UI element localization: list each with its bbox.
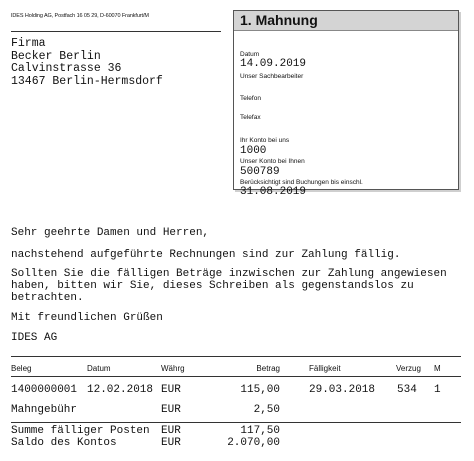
header-m: M [434,364,441,373]
letter-paragraph-2-line: betrachten. [11,292,84,304]
summe-label: Summe fälliger Posten [11,425,150,437]
recipient-line: Becker Berlin [11,49,101,63]
reminder-info-box [233,10,459,198]
header-beleg: Beleg [11,364,32,373]
table-sum-rule [11,422,461,423]
account-with-you-value: 500789 [240,166,280,178]
row-waehrung: EUR [161,384,181,396]
salutation: Sehr geehrte Damen und Herren, [11,227,210,239]
recipient-line: Calvinstrasse 36 [11,62,122,75]
letter-paragraph-2-line: haben, bitten wir Sie, dieses Schreiben als gegenstandslos zu [11,280,414,292]
recipient-line: 13467 Berlin-Hermsdorf [11,74,163,88]
postings-until-label: Berücksichtigt sind Buchungen bis einschl. [240,179,363,186]
header-betrag: Betrag [256,364,280,373]
row-verzug: 534 [397,384,417,396]
summe-waehrung: EUR [161,425,181,437]
company-signature: IDES AG [11,332,58,344]
mahngebuehr-label: Mahngebühr [11,404,78,416]
saldo-label: Saldo des Kontos [11,437,117,449]
closing: Mit freundlichen Grüßen [11,312,163,324]
header-faelligkeit: Fälligkeit [309,364,341,373]
phone-label: Telefon [240,95,261,102]
row-m: 1 [434,384,441,396]
header-verzug: Verzug [396,364,421,373]
date-value: 14.09.2019 [240,58,307,70]
postings-until-value: 31.08.2019 [240,186,307,198]
clerk-label: Unser Sachbearbeiter [240,73,304,80]
header-waehrung: Währg [161,364,185,373]
account-with-us-label: Ihr Konto bei uns [240,137,290,144]
saldo-waehrung: EUR [161,437,181,449]
header-datum: Datum [87,364,111,373]
recipient-address [11,38,163,88]
letter-paragraph-2-line: Sollten Sie die fälligen Beträge inzwischen zur Zahlung angewiesen [11,268,447,280]
row-datum: 12.02.2018 [87,384,154,396]
sender-line: IDES Holding AG, Postfach 16 05 29, D-60070 Frankfurt/M [11,13,149,19]
saldo-betrag: 2.070,00 [227,437,280,449]
mahngebuehr-waehrung: EUR [161,404,181,416]
row-betrag: 115,00 [240,384,280,396]
letter-paragraph-1: nachstehend aufgeführte Rechnungen sind zur Zahlung fällig. [11,249,401,261]
fax-label: Telefax [240,114,261,121]
account-with-you-label: Unser Konto bei Ihnen [240,158,305,165]
reminder-title: 1. Mahnung [234,11,458,31]
recipient-line: Firma [11,37,46,50]
row-beleg: 1400000001 [11,384,78,396]
mahngebuehr-betrag: 2,50 [253,404,280,416]
summe-betrag: 117,50 [240,425,280,437]
table-top-rule [11,356,461,357]
row-faelligkeit: 29.03.2018 [309,384,376,396]
sender-divider [11,31,221,32]
date-label: Datum [240,51,260,58]
table-header-rule [11,376,461,377]
account-with-us-value: 1000 [240,145,267,157]
